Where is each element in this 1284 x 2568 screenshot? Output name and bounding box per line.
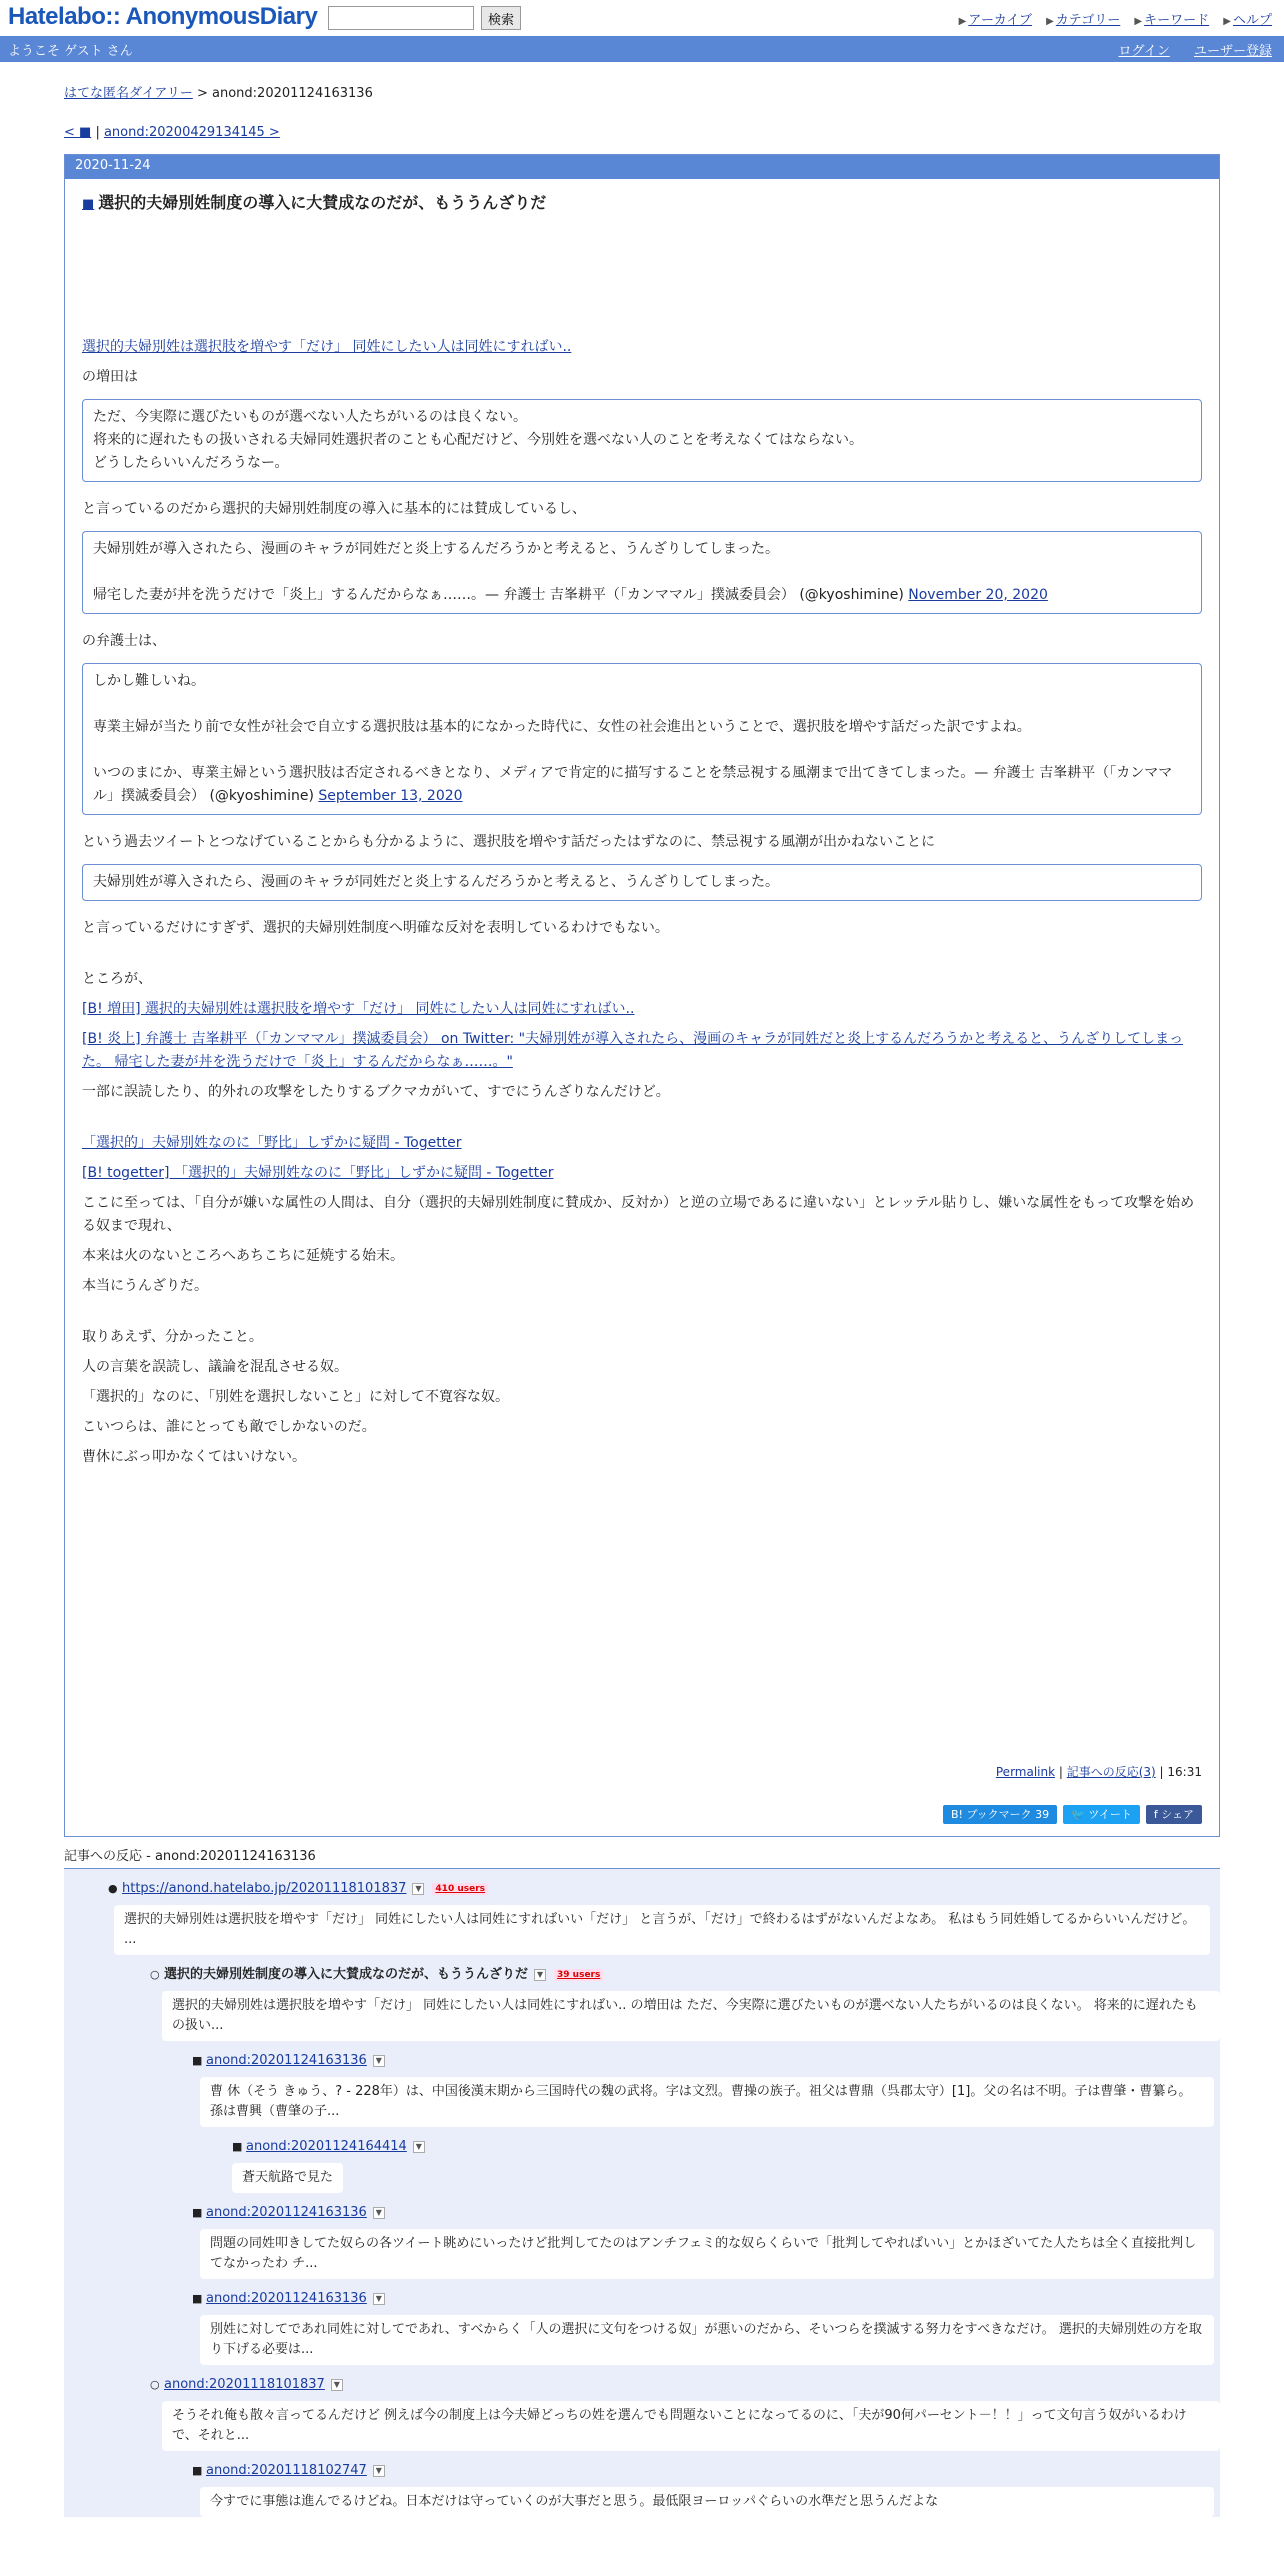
quote-line: 夫婦別姓が導入されたら、漫画のキャラが同姓だと炎上するんだろうかと考えると、うんざりしてしまった。 [93,541,779,557]
reaction-link[interactable]: anond:20201118102747 [206,2463,367,2478]
reaction-link[interactable]: anond:20201118101837 [164,2377,325,2392]
body-text: の増田は [82,369,138,385]
reactions-heading: 記事への反応 - anond:20201124163136 [64,1845,1220,1869]
chevron-down-icon[interactable]: ▼ [413,2141,425,2153]
quote-line: 将来的に遅れたもの扱いされる夫婦同姓選択者のことも心配だけど、今別姓を選べない人のことを考えなくてはならない。 [93,432,863,448]
bullet-icon: ■ [192,2206,203,2219]
chevron-down-icon[interactable]: ▼ [373,2207,385,2219]
reaction-link[interactable]: anond:20201124164414 [246,2139,407,2154]
reaction-link[interactable]: anond:20201124163136 [206,2291,367,2306]
bullet-icon: ● [108,1882,118,1895]
entry-title-text: 選択的夫婦別姓制度の導入に大賛成なのだが、もううんざりだ [98,193,547,212]
site-logo[interactable]: Hatelabo:: AnonymousDiary [8,3,318,30]
facebook-share-button[interactable] [1146,1805,1202,1824]
quote-line: 専業主婦が当たり前で女性が社会で自立する選択肢は基本的になかった時代に、女性の社会進出ということで、選択肢を増やす話だった訳ですよね。 [93,719,1031,735]
search-button[interactable]: 検索 [481,6,521,30]
bookmark-link[interactable]: [B! togetter] 「選択的」夫婦別姓なのに「野比」しずかに疑問 - Togetter [82,1165,554,1181]
reaction-excerpt: 曹 休（そう きゅう、? - 228年）は、中国後漢末期から三国時代の魏の武将。字は文烈。曹操の族子。祖父は曹鼎（呉郡太守）[1]。父の名は不明。子は曹肇・曹纂ら。孫は曹興（曹肇の子... [200,2077,1214,2127]
next-entry-link[interactable]: anond:20200429134145 > [103,125,280,140]
breadcrumb-separator: > [192,86,213,101]
users-badge[interactable]: 410 users [432,1883,488,1895]
reaction-node [192,2135,1220,2201]
quote-line: いつのまにか、専業主婦という選択肢は否定されるべきとなり、メディアで肯定的に描写することを禁忌視する風潮まで出てきてしまった。— 弁護士 吉峯耕平（「カンママル」撲滅委員会） (@kyoshimine) [93,765,1173,804]
arrow-icon: ▶ [1046,16,1054,27]
reaction-link[interactable]: anond:20201124163136 [206,2053,367,2068]
bullet-icon: ■ [192,2464,203,2477]
reaction-node [150,2459,1220,2517]
prev-entry-link[interactable]: < ■ [64,125,92,140]
top-bar [0,0,1284,36]
bookmark-link[interactable]: [B! 炎上] 弁護士 吉峯耕平（「カンママル」撲滅委員会） on Twitter: "夫婦別姓が導入されたら、漫画のキャラが同姓だと炎上するんだろうかと考えると、うんざりしてしまった。 帰宅した妻が丼を洗うだけで「炎上」するんだからなぁ……。" [82,1031,1184,1070]
quote-line: 帰宅した妻が丼を洗うだけで「炎上」するんだからなぁ……。— 弁護士 吉峯耕平（「カンママル」撲滅委員会） (@kyoshimine) [93,587,904,603]
breadcrumb [64,82,1220,101]
share-label: シェア [1161,1808,1194,1821]
welcome-text: ようこそ ゲスト さん [8,43,133,59]
chevron-down-icon[interactable]: ▼ [534,1969,546,1981]
entry-footer: Permalink | 記事への反応(3) | 16:31 [995,1765,1202,1779]
body-text: と言っているのだから選択的夫婦別姓制度の導入に基本的には賛成しているし、 [82,501,586,517]
breadcrumb-root-link[interactable]: はてな匿名ダイアリー [64,86,193,101]
reaction-excerpt: そうそれ俺も散々言ってるんだけど 例えば今の制度上は今夫婦どっちの姓を選んでも問題ないことになってるのに、「夫が90何パーセント－！！」って文句言う奴がいるわけで、それと... [162,2401,1220,2451]
user-bar [0,36,1284,62]
body-text: の弁護士は、 [82,633,166,649]
chevron-down-icon[interactable]: ▼ [412,1883,424,1895]
pager [64,125,1220,140]
reaction-excerpt: 選択的夫婦別姓は選択肢を増やす「だけ」 同姓にしたい人は同姓にすればいい「だけ」 と言うが、「だけ」で終わるはずがないんだよなあ。 私はもう同姓婚してるからいいんだけど。 ... [114,1905,1210,1955]
chevron-down-icon[interactable]: ▼ [373,2055,385,2067]
tweet-quote [82,531,1202,614]
body-text: という過去ツイートとつなげていることからも分かるように、選択肢を増やす話だったはずなのに、禁忌視する風潮が出かねないことに [82,834,936,850]
tweet-date-link[interactable]: September 13, 2020 [318,788,463,804]
bullet-icon: ○ [150,2378,160,2391]
body-text: 曹休にぶっ叩かなくてはいけない。 [82,1449,306,1465]
entry-box [64,154,1220,1837]
entry-date: 2020-11-24 [65,155,1219,179]
reaction-node [150,2201,1220,2279]
arrow-icon: ▶ [1134,16,1143,27]
bullet-icon: ■ [192,2054,203,2067]
reaction-node [108,1963,1220,2365]
body-text: ところが、 [82,971,152,987]
reaction-node [150,2287,1220,2365]
body-text: と言っているだけにすぎず、選択的夫婦別姓制度へ明確な反対を表明しているわけでもない。 [82,920,669,936]
blockquote [82,864,1202,901]
chevron-down-icon[interactable]: ▼ [373,2465,385,2477]
pager-separator: | [91,125,104,140]
reaction-link[interactable]: anond:20201124163136 [206,2205,367,2220]
bullet-icon: ■ [232,2140,243,2153]
users-badge[interactable]: 39 users [554,1969,603,1981]
share-buttons [82,1803,1202,1826]
body-text: 「選択的」なのに、「別姓を選択しないこと」に対して不寛容な奴。 [82,1389,509,1405]
bullet-icon: ○ [150,1968,160,1981]
bookmark-link[interactable]: [B! 増田] 選択的夫婦別姓は選択肢を増やす「だけ」 同姓にしたい人は同姓にすればい.. [82,1001,635,1017]
quote-line: どうしたらいいんだろうなー。 [93,455,289,471]
hatena-bookmark-button[interactable]: B! ブックマーク 39 [943,1805,1057,1824]
entry-body [65,179,1219,1836]
arrow-icon: ▶ [958,16,967,27]
quoted-entry-link[interactable]: 選択的夫婦別姓は選択肢を増やす「だけ」 同姓にしたい人は同姓にすればい.. [82,339,572,355]
facebook-icon: f [1153,1808,1162,1821]
togetter-link[interactable]: 「選択的」夫婦別姓なのに「野比」しずかに疑問 - Togetter [82,1135,462,1151]
reaction-link[interactable]: https://anond.hatelabo.jp/20201118101837 [122,1881,407,1896]
reaction-node [150,2049,1220,2201]
quote-line: しかし難しいね。 [93,673,205,689]
reaction-excerpt: 選択的夫婦別姓は選択肢を増やす「だけ」 同姓にしたい人は同姓にすればい.. の増田は ただ、今実際に選びたいものが選べない人たちがいるのは良くない。 将来的に遅れたもの扱い... [162,1991,1220,2041]
chevron-down-icon[interactable]: ▼ [373,2293,385,2305]
reaction-node [108,2373,1220,2517]
bullet-icon: ■ [192,2292,203,2305]
permalink[interactable]: Permalink [995,1765,1056,1779]
quote-line: 夫婦別姓が導入されたら、漫画のキャラが同姓だと炎上するんだろうかと考えると、うんざりしてしまった。 [93,874,779,890]
reaction-title: 選択的夫婦別姓制度の導入に大賛成なのだが、もううんざりだ [164,1967,529,1982]
reactions-tree [64,1869,1220,2517]
breadcrumb-current: anond:20201124163136 [212,86,373,101]
reaction-node [64,1877,1220,2517]
entry-time: 16:31 [1167,1765,1202,1779]
header-nav [949,9,1272,28]
body-text: 本来は火のないところへあちこちに延焼する始末。 [82,1248,404,1264]
nav-archive-link[interactable]: アーカイブ [968,13,1032,28]
nav-category-link[interactable]: カテゴリー [1055,13,1121,28]
reaction-excerpt: 別姓に対してであれ同姓に対してであれ、すべからく「人の選択に文句をつける奴」が悪いのだから、そいつらを撲滅する努力をすべきなだけ。 選択的夫婦別姓の方を取り下げる必要は... [200,2315,1214,2365]
blockquote [82,399,1202,482]
body-text: 一部に誤読したり、的外れの攻撃をしたりするブクマカがいて、すでにうんざりなんだけど。 [82,1084,670,1100]
reaction-excerpt: 問題の同姓叩きしてた奴らの各ツイート眺めにいったけど批判してたのはアンチフェミ的な奴らくらいで「批判してやればいい」とかほざいてた人たちは全く直接批判してなかったわ チ... [200,2229,1214,2279]
tweet-button[interactable] [1063,1805,1140,1824]
body-text: 人の言葉を誤読し、議論を混乱させる奴。 [82,1359,348,1375]
chevron-down-icon[interactable]: ▼ [331,2379,343,2391]
body-text: ここに至っては、「自分が嫌いな属性の人間は、自分（選択的夫婦別姓制度に賛成か、反対か）と逆の立場であるに違いない」とレッテル貼りし、嫌いな属性をもって攻撃を始める奴まで現れ、 [82,1195,1195,1234]
entry-title [82,191,1202,217]
nav-help-link[interactable]: ヘルプ [1232,13,1272,28]
tweet-date-link[interactable]: November 20, 2020 [908,587,1048,603]
body-text: こいつらは、誰にとっても敵でしかないのだ。 [82,1419,376,1435]
tweet-label: ツイート [1088,1808,1132,1821]
reactions-link[interactable]: 記事への反応(3) [1066,1765,1156,1779]
register-link[interactable]: ユーザー登録 [1193,43,1272,59]
main-content [64,82,1220,1869]
login-link[interactable]: ログイン [1118,43,1170,59]
quote-line: ただ、今実際に選びたいものが選べない人たちがいるのは良くない。 [93,409,527,425]
body-text: 本当にうんざりだ。 [82,1278,208,1294]
search-input[interactable] [328,6,474,30]
reaction-excerpt: 蒼天航路で見た [232,2163,343,2193]
arrow-icon: ▶ [1223,16,1231,27]
entry-square-link[interactable]: ■ [82,197,95,212]
nav-keyword-link[interactable]: キーワード [1144,13,1210,28]
reaction-excerpt: 今すでに事態は進んでるけどね。日本だけは守っていくのが大事だと思う。最低限ヨーロッパぐらいの水準だと思うんだよな [200,2487,1214,2517]
tweet-quote [82,663,1202,815]
body-text: 取りあえず、分かったこと。 [82,1329,263,1345]
twitter-icon: 🐦 [1071,1808,1089,1821]
